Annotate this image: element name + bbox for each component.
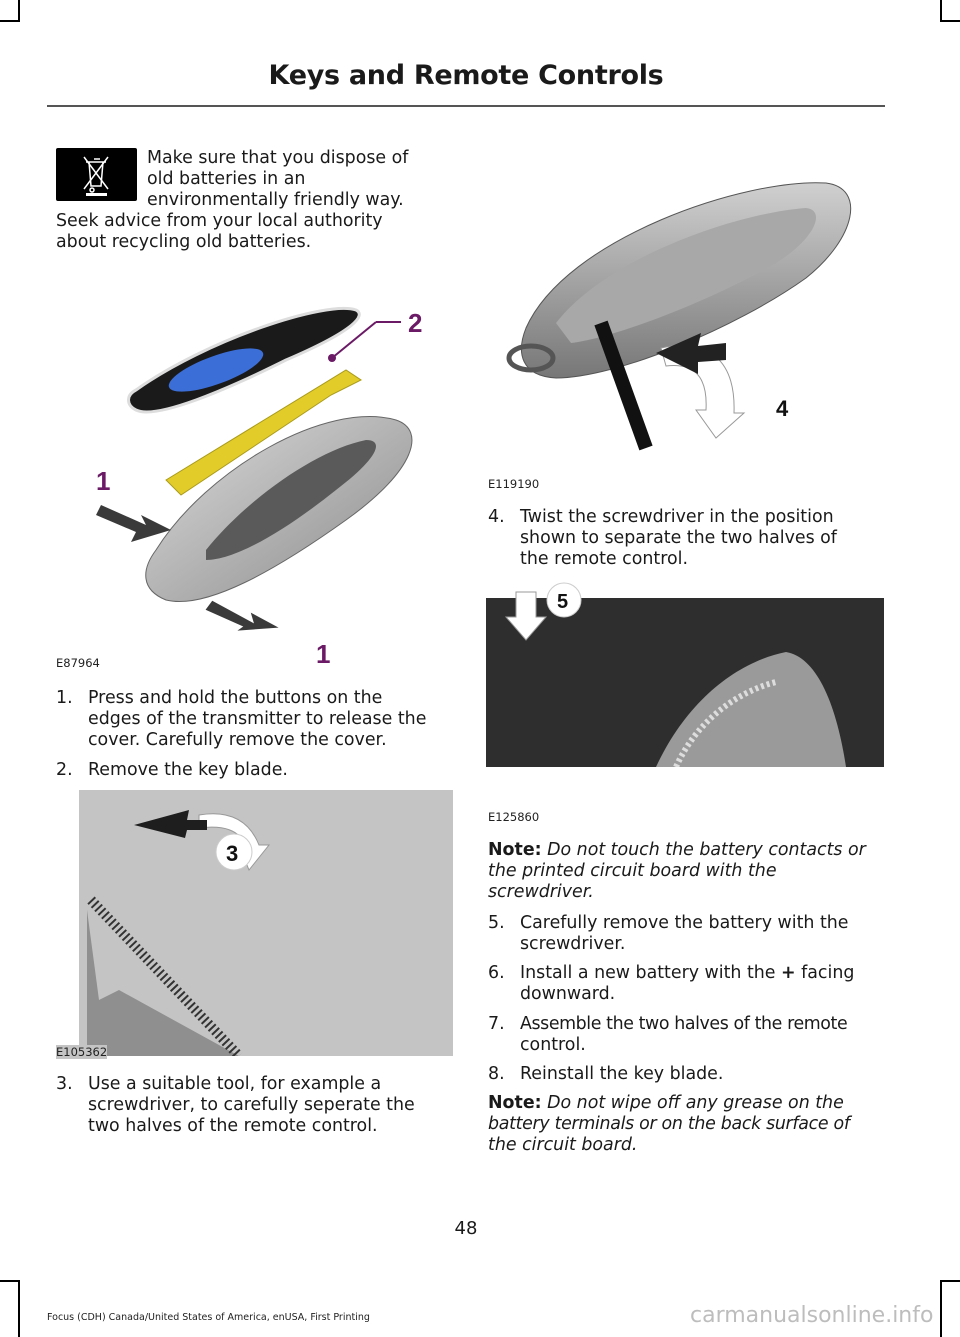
figure-key-fob-exploded	[56, 280, 452, 670]
crop-mark	[940, 1280, 942, 1337]
callout-3: 3	[226, 841, 239, 866]
disposal-text-line: old batteries in an	[147, 169, 306, 189]
note-text-line: Do not wipe off any grease on the	[547, 1093, 844, 1113]
figure-code: E119190	[488, 477, 540, 491]
step-text-line: Remove the key blade.	[88, 760, 288, 780]
page-title: Keys and Remote Controls	[268, 60, 664, 91]
step-number: 4.	[488, 507, 505, 527]
step-text-line: downward.	[520, 984, 616, 1004]
callout-4: 4	[776, 396, 789, 421]
step-6	[488, 963, 888, 1005]
crop-mark	[940, 1280, 960, 1282]
note-text-line: the circuit board.	[488, 1135, 638, 1155]
callout-2: 2	[408, 308, 423, 338]
step-text-line: screwdriver.	[520, 934, 626, 954]
crop-mark	[18, 1280, 20, 1337]
step-1	[56, 688, 456, 751]
crop-mark	[940, 20, 960, 22]
crop-mark	[0, 1280, 20, 1282]
figure-code: E87964	[56, 656, 100, 670]
note-text-line: Do not touch the battery contacts or	[547, 840, 866, 860]
note-label: Note:	[488, 1093, 542, 1113]
disposal-icon-box	[56, 148, 137, 201]
step-number: 2.	[56, 760, 73, 780]
crop-mark	[940, 0, 942, 20]
step-number: 3.	[56, 1074, 73, 1094]
step-text-line: two halves of the remote control.	[88, 1116, 378, 1136]
step-text-line: Use a suitable tool, for example a	[88, 1074, 382, 1094]
step-text-line: screwdriver, to carefully seperate the	[88, 1095, 415, 1115]
step-text-line: control.	[520, 1035, 586, 1055]
step-text-line: shown to separate the two halves of	[520, 528, 837, 548]
disposal-text-line: Make sure that you dispose of	[147, 148, 409, 168]
figure-battery-removal	[486, 582, 884, 767]
note-2	[488, 1093, 888, 1156]
figure-code: E125860	[488, 810, 540, 824]
step-text-line: Twist the screwdriver in the position	[520, 507, 834, 527]
step-text-line: Reinstall the key blade.	[520, 1064, 724, 1084]
note-label: Note:	[488, 840, 542, 860]
edition-footer: Focus (CDH) Canada/United States of America, enUSA, First Printing	[47, 1312, 370, 1323]
step-5	[488, 913, 888, 955]
note-text-line: the printed circuit board with the	[488, 861, 777, 881]
step-number: 6.	[488, 963, 505, 983]
step-number: 1.	[56, 688, 73, 708]
step-text-line: cover. Carefully remove the cover.	[88, 730, 387, 750]
disposal-text-line: environmentally friendly way.	[147, 190, 404, 210]
step-3	[56, 1074, 456, 1137]
watermark: carmanualsonline.info	[690, 1303, 934, 1328]
figure-twist-screwdriver	[486, 148, 884, 468]
disposal-text-line: about recycling old batteries.	[56, 232, 312, 252]
note-1	[488, 840, 888, 903]
figure-code: E105362	[56, 1045, 108, 1059]
figure-separate-halves	[79, 790, 453, 1056]
crossed-out-bin-icon	[56, 148, 137, 201]
callout-1: 1	[96, 466, 111, 496]
crop-mark	[0, 20, 20, 22]
note-text-line: screwdriver.	[488, 882, 594, 902]
step-2	[56, 760, 456, 781]
step-4	[488, 507, 888, 570]
plus-symbol: +	[781, 963, 796, 983]
step-8	[488, 1064, 888, 1085]
step-text-line: Carefully remove the battery with the	[520, 913, 849, 933]
callout-1: 1	[316, 639, 331, 669]
step-text-line: the remote control.	[520, 549, 688, 569]
disposal-text-line: Seek advice from your local authority	[56, 211, 383, 231]
callout-5: 5	[557, 591, 569, 613]
crop-mark	[18, 0, 20, 20]
page-number: 48	[454, 1218, 478, 1239]
step-text-line: facing	[801, 963, 855, 983]
note-text-line: battery terminals or on the back surface of	[488, 1114, 850, 1134]
step-text-line: Press and hold the buttons on the	[88, 688, 383, 708]
step-number: 8.	[488, 1064, 505, 1084]
step-text-line: Assemble the two halves of the remote	[520, 1014, 848, 1034]
step-number: 7.	[488, 1014, 505, 1034]
step-text-line: edges of the transmitter to release the	[88, 709, 427, 729]
header-rule	[47, 105, 885, 107]
step-7	[488, 1014, 888, 1056]
step-number: 5.	[488, 913, 505, 933]
step-text-line: Install a new battery with the	[520, 963, 776, 983]
